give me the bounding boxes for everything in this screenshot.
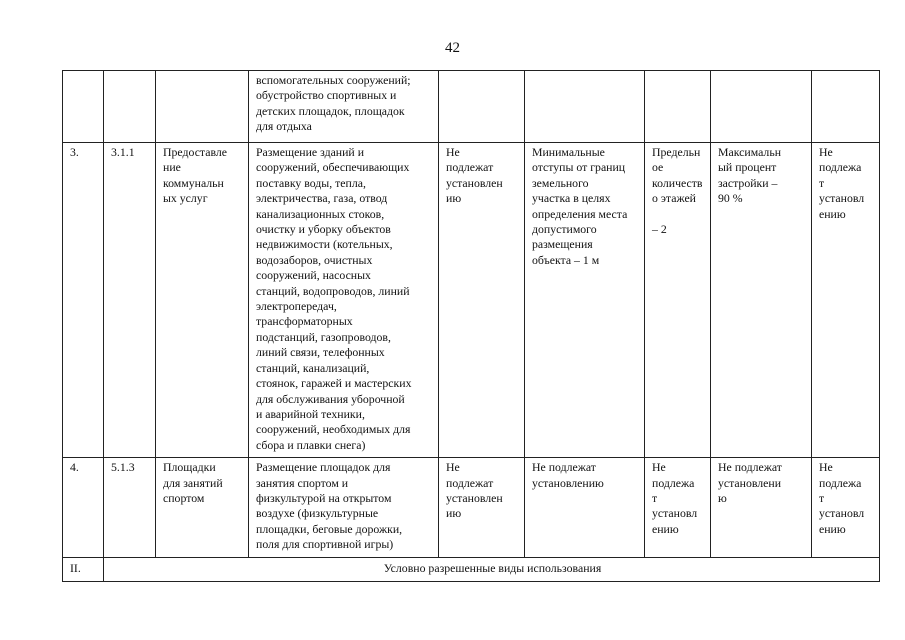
cell-floors [645, 71, 711, 143]
cell-number [63, 71, 104, 143]
cell-col9: Не подлежа т установл ению [812, 143, 880, 458]
cell-code: 5.1.3 [104, 458, 156, 557]
cell-description: Размещение зданий и сооружений, обеспечивающих поставку воды, тепла, электричества, газа, отвод канализационных стоков, очистку и уборку объектов недвижимости (котельных, водозаборов, очистных сооружений, насосных станций, водопроводов, линий электропередач, трансформаторных подстанций, газопроводов, линий связи, телефонных станций, канализаций, стоянок, гаражей и мастерских для обслуживания уборочной и аварийной техники, сооружений, необходимых для сбора и плавки снега) [249, 143, 439, 458]
cell-code: 3.1.1 [104, 143, 156, 458]
zoning-regulations-table [62, 70, 880, 582]
cell-coverage: Максимальн ый процент застройки – 90 % [711, 143, 812, 458]
cell-use-name: Площадки для занятий спортом [156, 458, 249, 557]
table-row [63, 458, 880, 557]
cell-section-number: II. [63, 557, 104, 581]
cell-description: Размещение площадок для занятия спортом и физкультурой на открытом воздухе (физкультурные площадки, беговые дорожки, поля для спортивной игры) [249, 458, 439, 557]
cell-col5 [439, 71, 525, 143]
cell-description: вспомогательных сооружений; обустройство спортивных и детских площадок, площадок для отдыха [249, 71, 439, 143]
cell-setbacks: Минимальные отступы от границ земельного участка в целях определения места допустимого размещения объекта – 1 м [525, 143, 645, 458]
cell-col5: Не подлежат установлен ию [439, 458, 525, 557]
cell-number: 3. [63, 143, 104, 458]
cell-number: 4. [63, 458, 104, 557]
cell-floors: Не подлежа т установл ению [645, 458, 711, 557]
table-row [63, 71, 880, 143]
cell-col9: Не подлежа т установл ению [812, 458, 880, 557]
cell-use-name: Предоставле ние коммунальн ых услуг [156, 143, 249, 458]
page-number: 42 [445, 40, 460, 56]
cell-coverage: Не подлежат установлени ю [711, 458, 812, 557]
cell-floors: Предельн ое количеств о этажей – 2 [645, 143, 711, 458]
cell-setbacks [525, 71, 645, 143]
cell-coverage [711, 71, 812, 143]
section-title: Условно разрешенные виды использования [104, 557, 880, 581]
cell-use-name [156, 71, 249, 143]
cell-col9 [812, 71, 880, 143]
cell-col5: Не подлежат установлен ию [439, 143, 525, 458]
table-row [63, 143, 880, 458]
cell-code [104, 71, 156, 143]
section-header-row [63, 557, 880, 581]
cell-setbacks: Не подлежат установлению [525, 458, 645, 557]
